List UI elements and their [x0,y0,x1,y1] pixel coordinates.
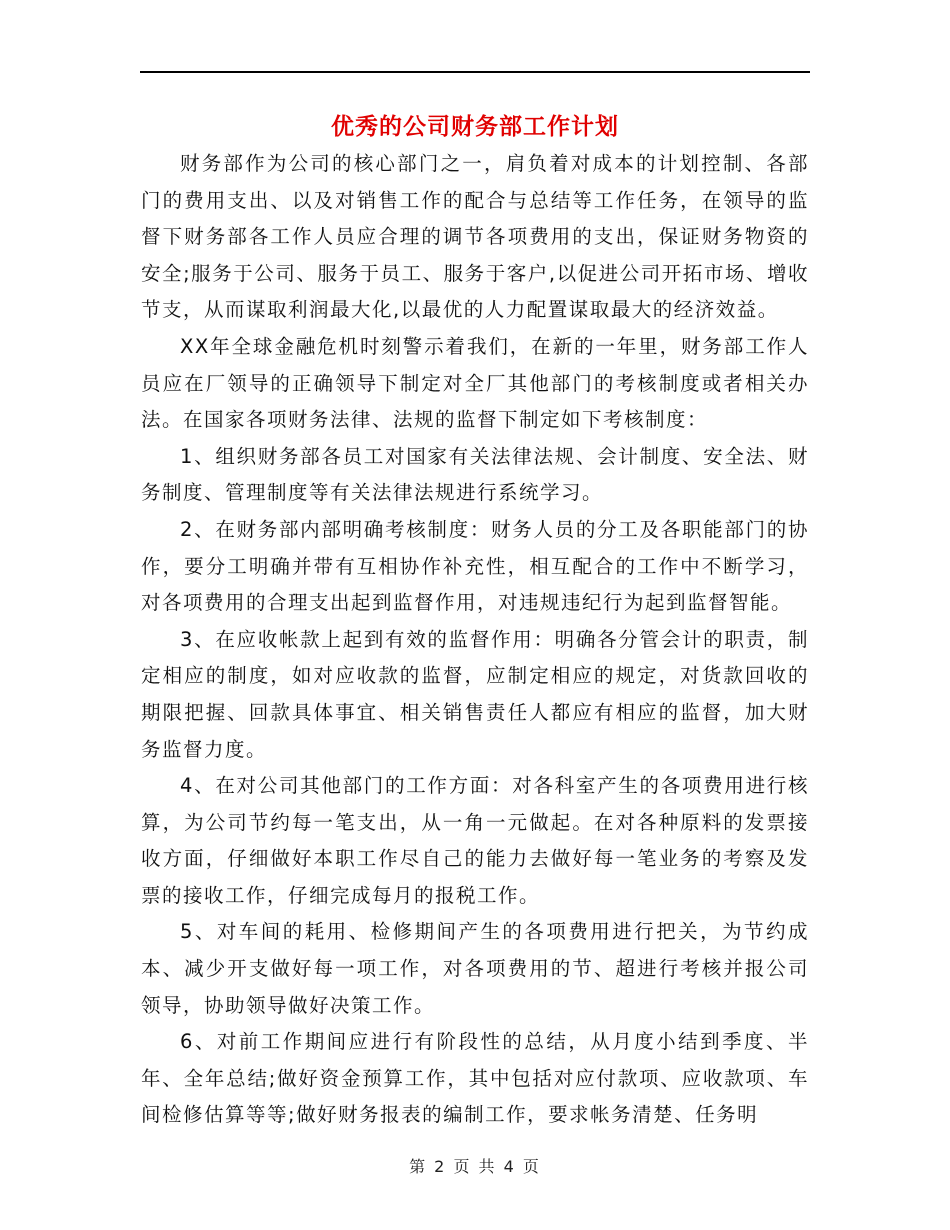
paragraph-intro: 财务部作为公司的核心部门之一，肩负着对成本的计划控制、各部门的费用支出、以及对销售工作的配合与总结等工作任务，在领导的监督下财务部各工作人员应合理的调节各项费用的支出，保证财务物资的安全;服务于公司、服务于员工、服务于客户,以促进公司开拓市场、增收节支，从而谋取利润最大化,以最优的人力配置谋取最大的经济效益。 [141,152,809,322]
paragraph-item-6: 6、对前工作期间应进行有阶段性的总结，从月度小结到季度、半年、全年总结;做好资金预算工作，其中包括对应付款项、应收款项、车间检修估算等等;做好财务报表的编制工作，要求帐务清楚、任务明 [141,1030,809,1127]
paragraph-item-5: 5、对车间的耗用、检修期间产生的各项费用进行把关，为节约成本、减少开支做好每一项工作，对各项费用的节、超进行考核并报公司领导，协助领导做好决策工作。 [141,920,809,1017]
page-number-footer: 第 2 页 共 4 页 [409,1157,541,1176]
paragraph-item-1: 1、组织财务部各员工对国家有关法律法规、会计制度、安全法、财务制度、管理制度等有关法律法规进行系统学习。 [141,444,809,505]
paragraph-item-4: 4、在对公司其他部门的工作方面：对各科室产生的各项费用进行核算，为公司节约每一笔支出，从一角一元做起。在对各种原料的发票接收方面，仔细做好本职工作尽自己的能力去做好每一笔业务的考察及发票的接收工作，仔细完成每月的报税工作。 [141,774,809,907]
paragraph-item-2: 2、在财务部内部明确考核制度：财务人员的分工及各职能部门的协作，要分工明确并带有互相协作补充性，相互配合的工作中不断学习，对各项费用的合理支出起到监督作用，对违规违纪行为起到监督智能。 [141,517,809,615]
document-body [141,146,809,1134]
document-title: 优秀的公司财务部工作计划 [331,114,619,140]
paragraph-item-3: 3、在应收帐款上起到有效的监督作用：明确各分管会计的职责，制定相应的制度，如对应收款的监督，应制定相应的规定，对货款回收的期限把握、回款具体事宜、相关销售责任人都应有相应的监督，加大财务监督力度。 [141,627,809,761]
paragraph-context: XX年全球金融危机时刻警示着我们，在新的一年里，财务部工作人员应在厂领导的正确领导下制定对全厂其他部门的考核制度或者相关办法。在国家各项财务法律、法规的监督下制定如下考核制度： [141,334,809,432]
header-rule [140,71,810,73]
